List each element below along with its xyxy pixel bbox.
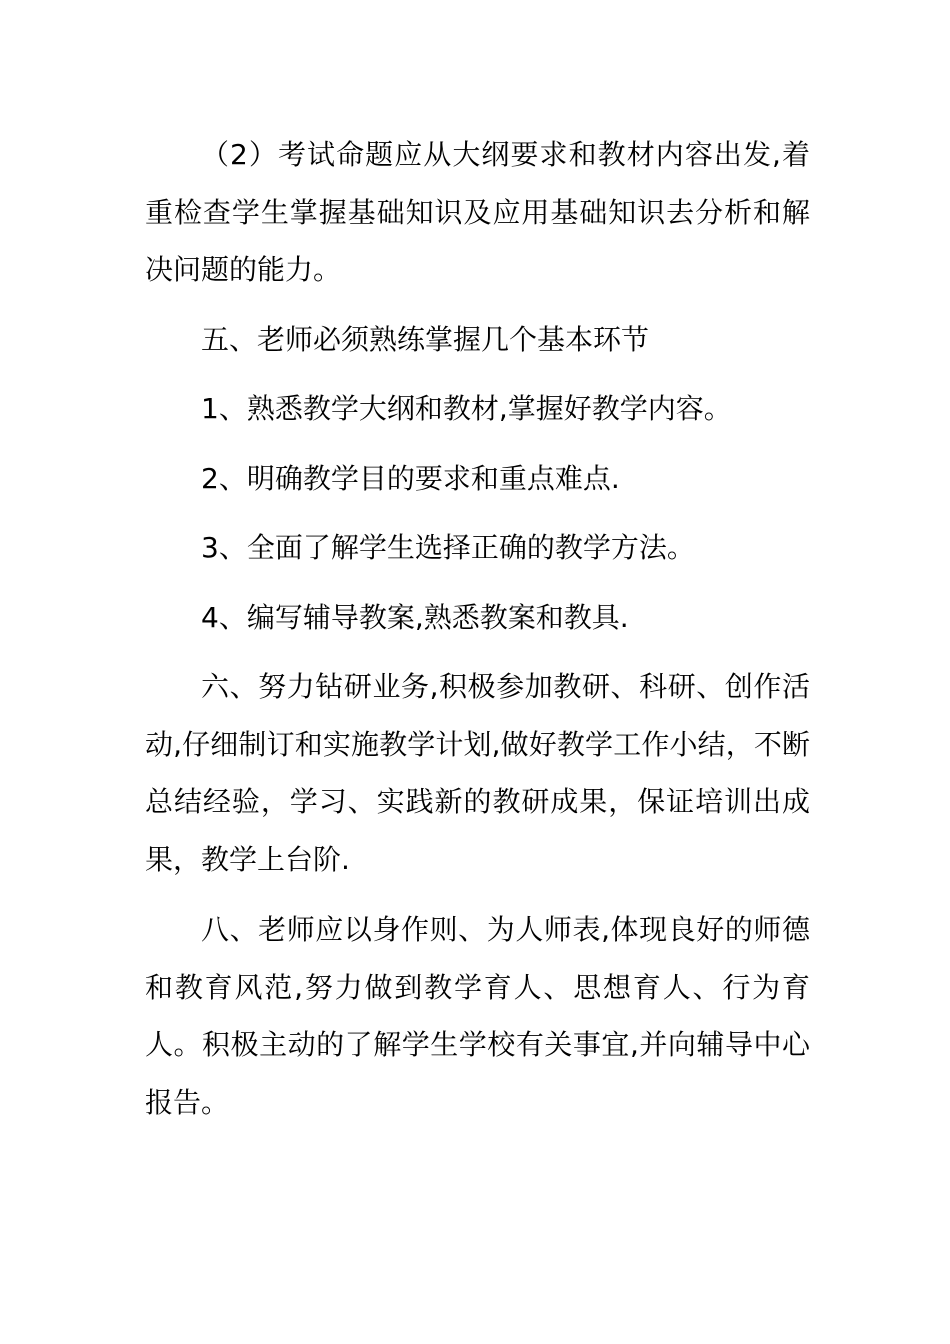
paragraph-item-4: 4、编写辅导教案,熟悉教案和教具.	[201, 600, 629, 634]
paragraph-section-eight: 八、老师应以身作则、为人师表,体现良好的师德和教育风范,努力做到教学育人、思想育人、行为育人。积极主动的了解学生学校有关事宜,并向辅导中心报告。	[145, 913, 810, 1119]
paragraph-item-3: 3、全面了解学生选择正确的教学方法。	[201, 531, 695, 564]
paragraph-item-2: 2、明确教学目的要求和重点难点.	[201, 461, 620, 495]
paragraph-section-six: 六、努力钻研业务,积极参加教研、科研、创作活动,仔细制订和实施教学计划,做好教学工作小结，不断总结经验，学习、实践新的教研成果，保证培训出成果，教学上台阶.	[145, 670, 810, 876]
document-body	[145, 126, 810, 1131]
paragraph-exam-proposition: （2）考试命题应从大纲要求和教材内容出发,着重检查学生掌握基础知识及应用基础知识去分析和解决问题的能力。	[145, 138, 810, 286]
paragraph-item-1: 1、熟悉教学大纲和教材,掌握好教学内容。	[201, 392, 732, 425]
paragraph-section-five-heading: 五、老师必须熟练掌握几个基本环节	[201, 322, 650, 356]
